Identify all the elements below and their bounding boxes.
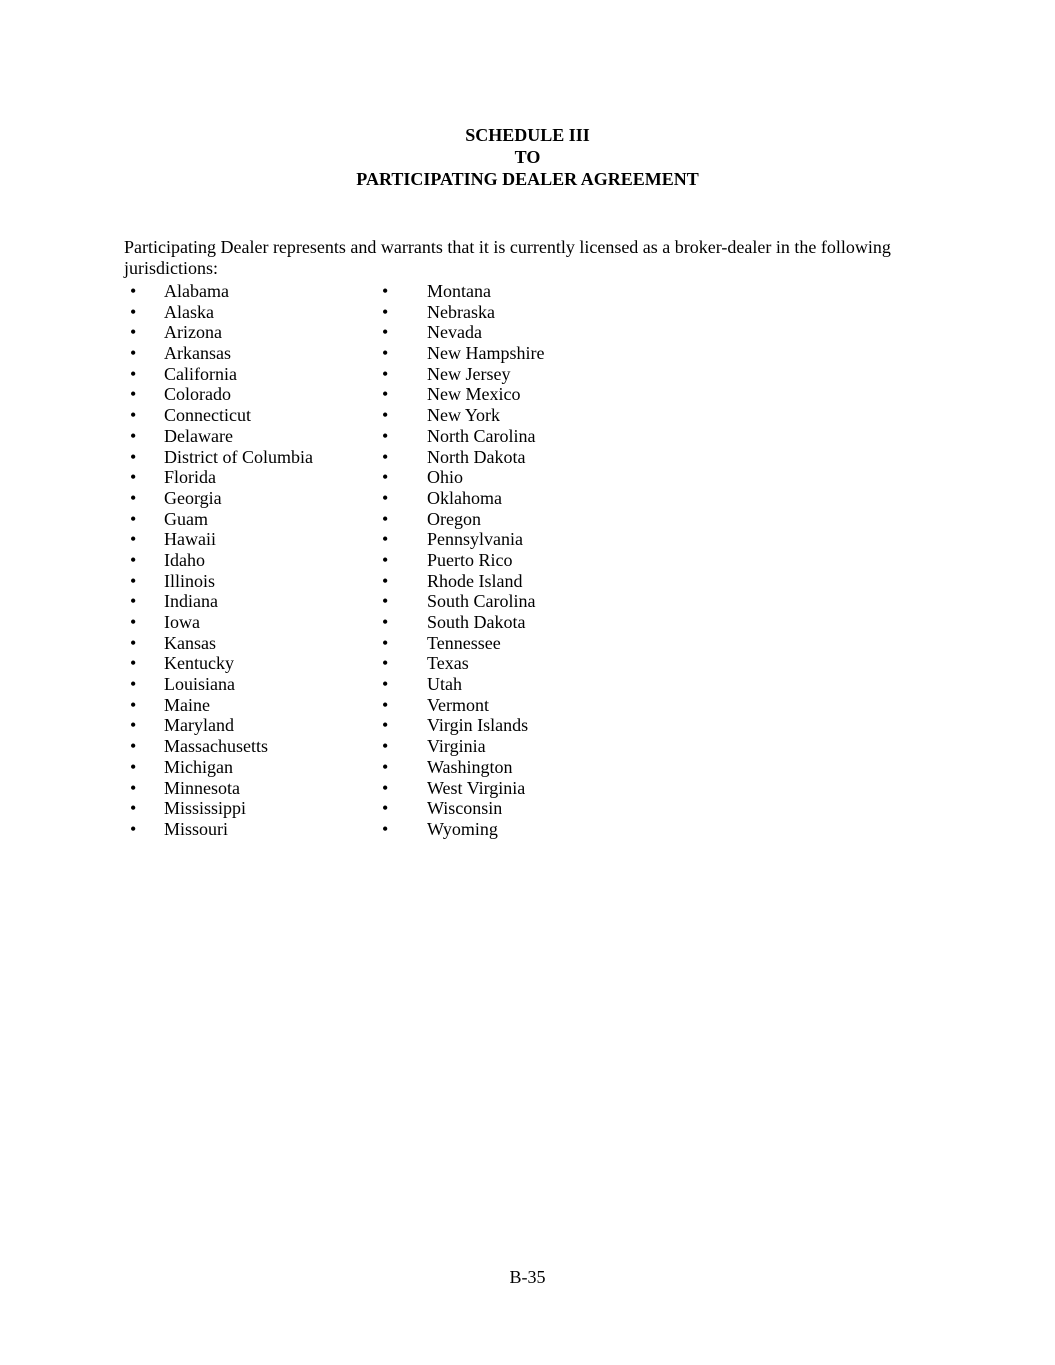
- jurisdiction-name: Nebraska: [427, 301, 495, 322]
- bullet-icon: •: [382, 591, 389, 612]
- bullet-icon: •: [382, 363, 389, 384]
- jurisdiction-name: Rhode Island: [427, 570, 523, 591]
- jurisdiction-item: [130, 363, 237, 385]
- jurisdiction-name: Colorado: [164, 384, 231, 405]
- bullet-icon: •: [382, 632, 389, 653]
- bullet-icon: •: [130, 467, 137, 488]
- bullet-icon: •: [130, 281, 137, 301]
- jurisdiction-item: [382, 529, 523, 550]
- jurisdiction-item: [382, 467, 463, 488]
- jurisdiction-name: West Virginia: [427, 777, 526, 798]
- jurisdiction-item: [130, 632, 216, 654]
- jurisdiction-name: Delaware: [164, 425, 233, 446]
- jurisdiction-item: [382, 632, 501, 654]
- bullet-icon: •: [130, 674, 137, 695]
- jurisdiction-name: Tennessee: [427, 632, 501, 653]
- jurisdiction-name: Arkansas: [164, 343, 231, 364]
- bullet-icon: •: [382, 425, 389, 446]
- jurisdiction-item: [130, 529, 216, 550]
- jurisdiction-name: Kentucky: [164, 653, 234, 674]
- jurisdiction-name: Georgia: [164, 487, 222, 508]
- bullet-icon: •: [382, 653, 389, 674]
- jurisdiction-item: [382, 508, 481, 530]
- jurisdiction-list-left: [130, 281, 313, 840]
- bullet-icon: •: [382, 529, 389, 550]
- bullet-icon: •: [382, 549, 389, 570]
- jurisdiction-item: [130, 674, 235, 695]
- bullet-icon: •: [130, 612, 137, 632]
- jurisdiction-name: Idaho: [164, 549, 205, 570]
- bullet-icon: •: [130, 508, 137, 529]
- jurisdiction-item: [130, 508, 208, 530]
- jurisdiction-item: [382, 487, 502, 509]
- bullet-icon: •: [382, 322, 389, 343]
- intro-paragraph: Participating Dealer represents and warrants that it is currently licensed as a broker-dealer in the following jurisdictions:: [124, 237, 891, 278]
- jurisdiction-item: [130, 715, 234, 736]
- bullet-icon: •: [382, 384, 389, 405]
- schedule-heading: [0, 124, 1055, 190]
- bullet-icon: •: [382, 694, 389, 715]
- jurisdiction-name: Wisconsin: [427, 798, 503, 819]
- bullet-icon: •: [382, 281, 389, 301]
- bullet-icon: •: [382, 570, 389, 591]
- bullet-icon: •: [130, 715, 137, 736]
- jurisdiction-name: Michigan: [164, 756, 233, 777]
- jurisdiction-name: New Jersey: [427, 363, 511, 384]
- bullet-icon: •: [130, 756, 137, 777]
- jurisdiction-name: Wyoming: [427, 818, 498, 839]
- bullet-icon: •: [382, 756, 389, 777]
- jurisdiction-item: [130, 591, 218, 612]
- jurisdiction-name: Washington: [427, 756, 513, 777]
- jurisdiction-item: [130, 446, 313, 468]
- jurisdiction-name: Connecticut: [164, 405, 251, 426]
- jurisdiction-name: New York: [427, 405, 501, 426]
- bullet-icon: •: [130, 425, 137, 446]
- bullet-icon: •: [130, 343, 137, 364]
- bullet-icon: •: [130, 549, 137, 570]
- jurisdiction-item: [382, 281, 491, 302]
- bullet-icon: •: [130, 301, 137, 322]
- jurisdiction-item: [382, 591, 536, 612]
- jurisdiction-item: [130, 818, 229, 840]
- bullet-icon: •: [130, 798, 137, 819]
- jurisdiction-name: District of Columbia: [164, 446, 313, 467]
- jurisdiction-name: Virginia: [427, 736, 486, 757]
- jurisdiction-name: Ohio: [427, 467, 463, 488]
- jurisdiction-item: [130, 487, 222, 509]
- jurisdiction-name: Minnesota: [164, 777, 240, 798]
- jurisdiction-name: Pennsylvania: [427, 529, 523, 550]
- heading-line-to: TO: [514, 147, 541, 167]
- bullet-icon: •: [382, 301, 389, 322]
- jurisdiction-item: [130, 467, 216, 488]
- jurisdiction-name: North Dakota: [427, 446, 526, 467]
- jurisdiction-item: [382, 343, 545, 364]
- jurisdiction-name: Oklahoma: [427, 487, 502, 508]
- bullet-icon: •: [382, 777, 389, 798]
- jurisdiction-name: South Dakota: [427, 612, 526, 632]
- bullet-icon: •: [382, 818, 389, 839]
- jurisdiction-list-right: [382, 281, 545, 840]
- bullet-icon: •: [130, 405, 137, 426]
- jurisdiction-item: [382, 798, 503, 819]
- jurisdiction-name: Vermont: [427, 694, 489, 715]
- bullet-icon: •: [382, 736, 389, 757]
- jurisdiction-item: [130, 798, 247, 819]
- bullet-icon: •: [130, 777, 137, 798]
- jurisdiction-name: Indiana: [164, 591, 218, 612]
- bullet-icon: •: [382, 508, 389, 529]
- jurisdiction-item: [382, 715, 529, 736]
- jurisdiction-name: California: [164, 363, 237, 384]
- jurisdiction-item: [382, 405, 501, 426]
- jurisdiction-name: New Hampshire: [427, 343, 545, 364]
- jurisdiction-item: [382, 674, 462, 695]
- jurisdiction-item: [382, 736, 486, 757]
- bullet-icon: •: [130, 632, 137, 653]
- jurisdiction-item: [382, 384, 521, 405]
- bullet-icon: •: [130, 446, 137, 467]
- jurisdiction-name: Iowa: [164, 612, 200, 632]
- jurisdiction-item: [130, 777, 240, 799]
- jurisdiction-name: Alabama: [164, 281, 229, 301]
- bullet-icon: •: [130, 736, 137, 757]
- bullet-icon: •: [382, 715, 389, 736]
- bullet-icon: •: [130, 363, 137, 384]
- bullet-icon: •: [130, 591, 137, 612]
- bullet-icon: •: [382, 343, 389, 364]
- jurisdiction-item: [130, 343, 231, 364]
- bullet-icon: •: [382, 674, 389, 695]
- jurisdiction-item: [130, 694, 210, 716]
- bullet-icon: •: [382, 405, 389, 426]
- jurisdiction-name: Maine: [164, 694, 210, 715]
- jurisdiction-name: Alaska: [164, 301, 214, 322]
- jurisdiction-item: [130, 281, 229, 302]
- jurisdiction-item: [382, 653, 469, 674]
- jurisdiction-item: [382, 612, 526, 633]
- jurisdiction-name: South Carolina: [427, 591, 536, 612]
- jurisdiction-name: Illinois: [164, 570, 216, 591]
- jurisdiction-item: [130, 612, 200, 633]
- jurisdiction-item: [130, 405, 251, 426]
- jurisdiction-name: Utah: [427, 674, 462, 695]
- jurisdiction-name: North Carolina: [427, 425, 536, 446]
- page-number: B-35: [509, 1267, 546, 1287]
- heading-line-schedule: SCHEDULE III: [465, 125, 590, 145]
- jurisdiction-item: [382, 756, 513, 778]
- bullet-icon: •: [382, 798, 389, 819]
- heading-line-agreement: PARTICIPATING DEALER AGREEMENT: [356, 169, 699, 189]
- jurisdiction-name: Florida: [164, 467, 216, 488]
- jurisdiction-item: [130, 570, 216, 592]
- bullet-icon: •: [130, 487, 137, 508]
- jurisdiction-name: Guam: [164, 508, 208, 529]
- bullet-icon: •: [130, 570, 137, 591]
- bullet-icon: •: [130, 694, 137, 715]
- jurisdiction-item: [130, 736, 268, 757]
- jurisdiction-item: [382, 777, 526, 799]
- jurisdiction-name: Missouri: [164, 818, 229, 839]
- jurisdiction-item: [130, 384, 231, 405]
- bullet-icon: •: [130, 529, 137, 550]
- jurisdiction-item: [382, 322, 482, 343]
- bullet-icon: •: [382, 446, 389, 467]
- jurisdiction-item: [130, 301, 214, 323]
- jurisdiction-item: [382, 818, 498, 840]
- jurisdiction-name: Mississippi: [164, 798, 247, 819]
- jurisdiction-item: [382, 363, 511, 385]
- jurisdiction-name: Maryland: [164, 715, 234, 736]
- jurisdiction-name: Kansas: [164, 632, 216, 653]
- jurisdiction-item: [130, 549, 205, 571]
- jurisdiction-name: Oregon: [427, 508, 481, 529]
- jurisdiction-name: Arizona: [164, 322, 222, 343]
- jurisdiction-name: Hawaii: [164, 529, 216, 550]
- bullet-icon: •: [130, 818, 137, 839]
- jurisdiction-item: [382, 549, 513, 571]
- jurisdiction-item: [382, 570, 523, 592]
- jurisdiction-name: Montana: [427, 281, 491, 301]
- jurisdiction-item: [130, 425, 233, 447]
- bullet-icon: •: [130, 322, 137, 343]
- bullet-icon: •: [130, 653, 137, 674]
- jurisdiction-name: Nevada: [427, 322, 482, 343]
- jurisdiction-name: Massachusetts: [164, 736, 268, 757]
- jurisdiction-name: Louisiana: [164, 674, 235, 695]
- jurisdiction-item: [130, 653, 234, 674]
- bullet-icon: •: [130, 384, 137, 405]
- jurisdiction-name: Puerto Rico: [427, 549, 513, 570]
- bullet-icon: •: [382, 467, 389, 488]
- jurisdiction-item: [382, 425, 536, 447]
- bullet-icon: •: [382, 487, 389, 508]
- jurisdiction-item: [130, 756, 233, 778]
- jurisdiction-name: Virgin Islands: [427, 715, 529, 736]
- jurisdiction-item: [382, 694, 489, 716]
- jurisdiction-item: [130, 322, 222, 343]
- jurisdiction-name: New Mexico: [427, 384, 521, 405]
- jurisdiction-item: [382, 446, 526, 468]
- jurisdiction-item: [382, 301, 495, 323]
- bullet-icon: •: [382, 612, 389, 632]
- jurisdiction-name: Texas: [427, 653, 469, 674]
